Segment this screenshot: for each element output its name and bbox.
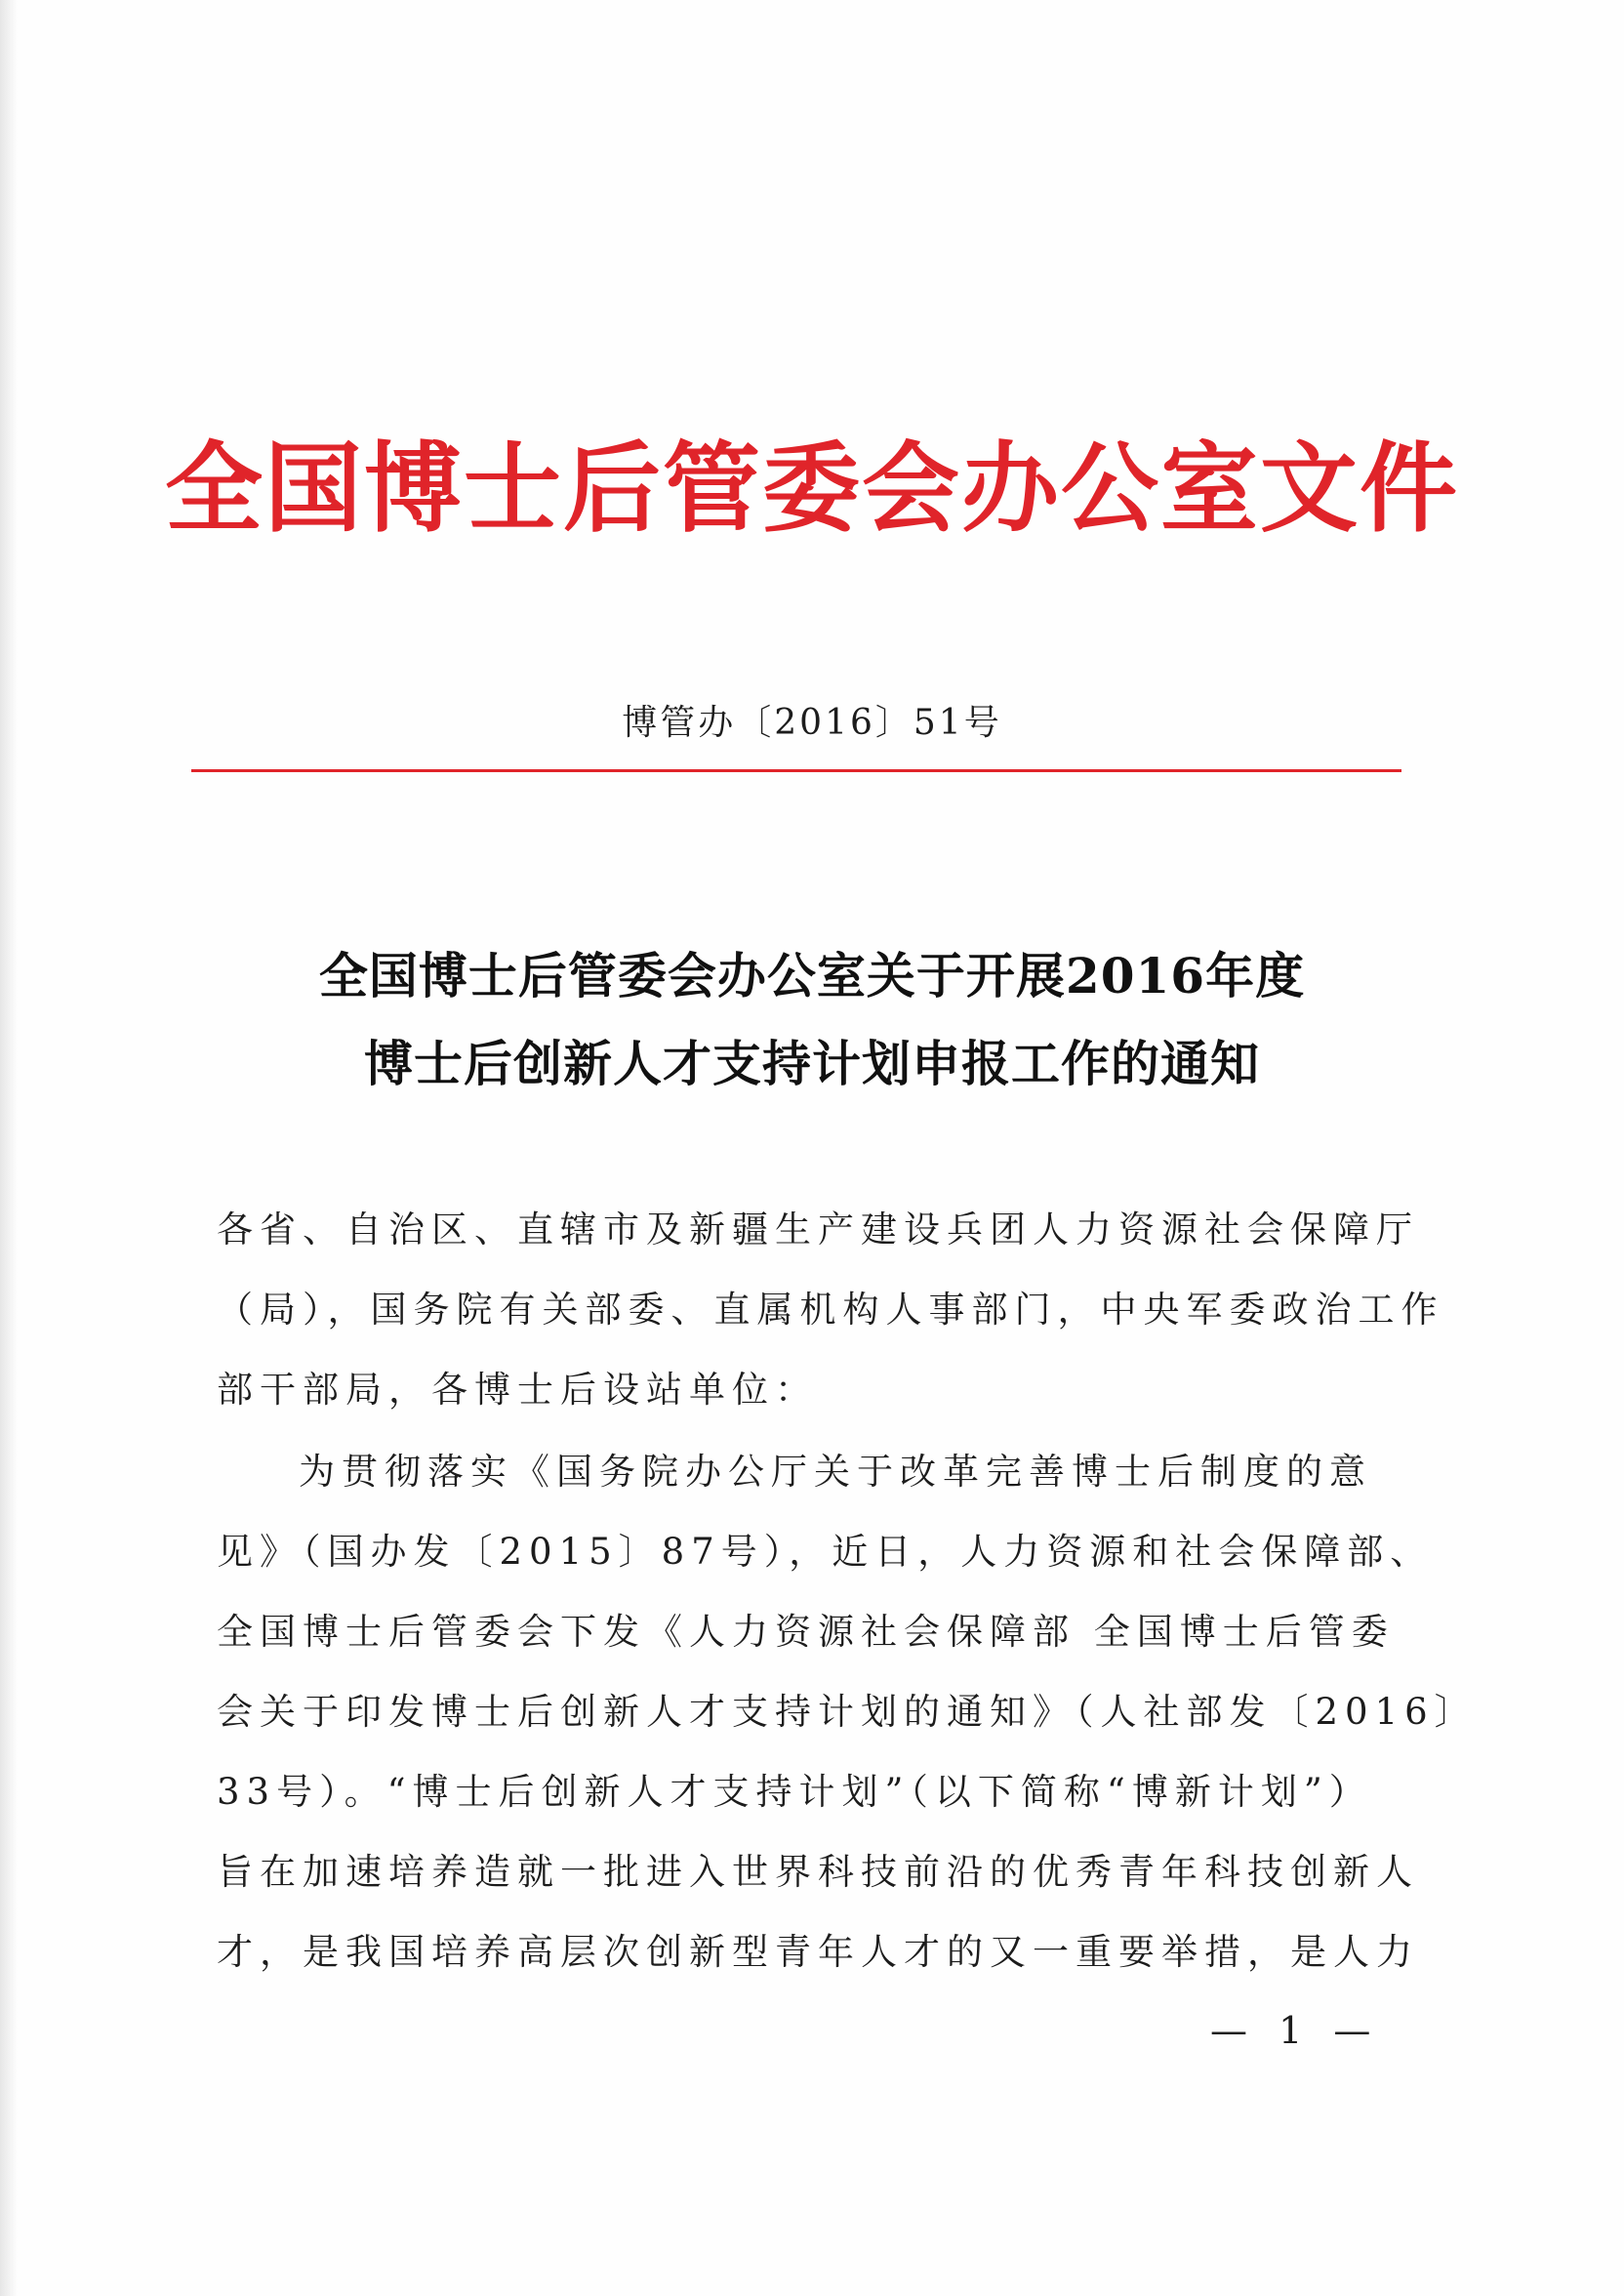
body-line: 会关于印发博士后创新人才支持计划的通知》（人社部发〔2016〕 xyxy=(217,1691,1478,1733)
body-line: 旨在加速培养造就一批进入世界科技前沿的优秀青年科技创新人 xyxy=(217,1851,1419,1893)
body-line: 才，是我国培养高层次创新型青年人才的又一重要举措，是人力 xyxy=(217,1931,1419,1973)
red-divider-line xyxy=(191,769,1401,772)
page-number: — 1 — xyxy=(1210,2009,1381,2052)
body-line: 33号）。“博士后创新人才支持计划”（以下简称“博新计划”） xyxy=(217,1771,1372,1813)
body-line: 各省、自治区、直辖市及新疆生产建设兵团人力资源社会保障厅 xyxy=(217,1209,1419,1250)
body-line: 部干部局，各博士后设站单位： xyxy=(217,1369,818,1411)
paper-edge-shadow xyxy=(0,0,18,2296)
document-header-title: 全国博士后管委会办公室文件 xyxy=(165,431,1459,546)
body-line: 全国博士后管委会下发《人力资源社会保障部 全国博士后管委 xyxy=(217,1611,1395,1653)
body-line: 见》（国办发〔2015〕87号），近日，人力资源和社会保障部、 xyxy=(217,1531,1434,1573)
body-line: 为贯彻落实《国务院办公厅关于改革完善博士后制度的意 xyxy=(299,1451,1372,1493)
notice-title-line-1: 全国博士后管委会办公室关于开展2016年度 xyxy=(318,947,1306,1004)
document-number: 博管办〔2016〕51号 xyxy=(622,703,1002,743)
body-line: （局），国务院有关部委、直属机构人事部门，中央军委政治工作 xyxy=(217,1289,1444,1331)
notice-title-line-2: 博士后创新人才支持计划申报工作的通知 xyxy=(364,1035,1260,1092)
